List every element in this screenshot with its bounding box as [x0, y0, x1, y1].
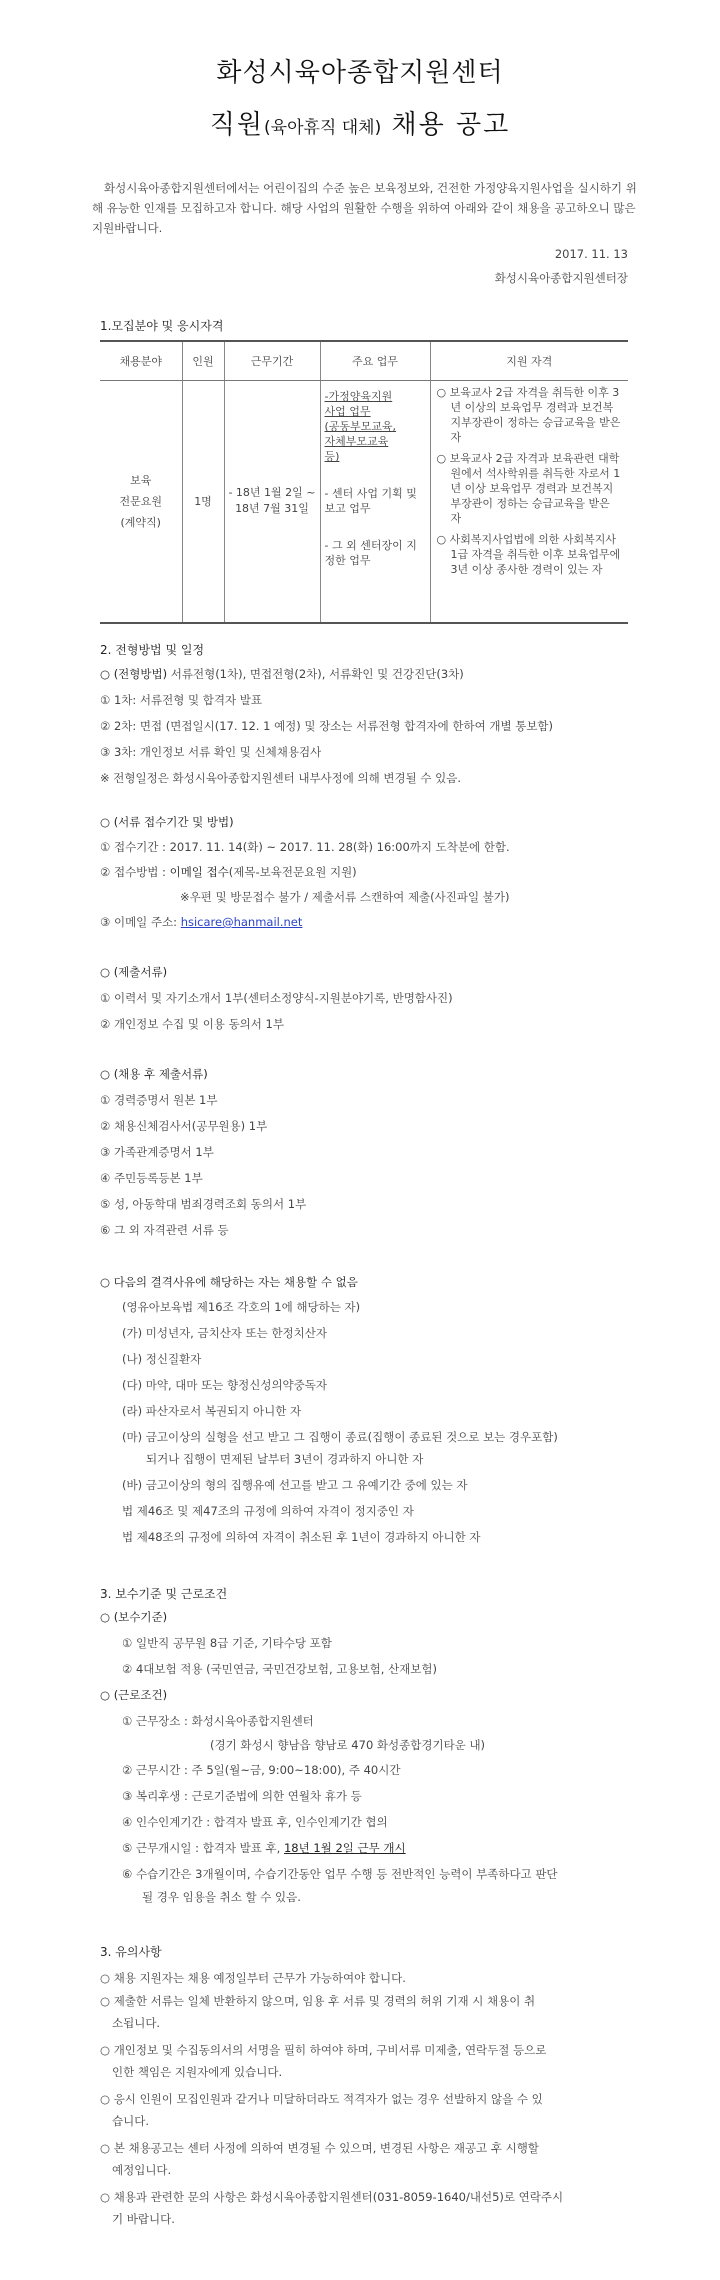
field-cell [100, 381, 182, 623]
page-subtitle [0, 104, 720, 141]
after-docs-title: ○ (채용 후 제출서류) [100, 1067, 208, 1081]
count-cell: 1명 [182, 381, 224, 623]
notice-item-cont: 예정입니다. [112, 2163, 172, 2177]
disqualification-item: 법 제48조의 규정에 의하여 자격이 취소된 후 1년이 경과하지 아니한 자 [122, 1530, 481, 1544]
apply-method [100, 862, 640, 882]
disqualification-item: (라) 파산자로서 복권되지 아니한 자 [122, 1404, 302, 1418]
table-row [100, 381, 628, 623]
subtitle-main-2: 채용 공고 [381, 110, 511, 140]
issuer: 화성시육아종합지원센터장 [494, 271, 628, 285]
table-header: 지원 자격 [430, 341, 628, 381]
notice-item: ○ 개인정보 및 수집동의서의 서명을 필히 하여야 하며, 구비서류 미제출, 연락두절 등으로 [100, 2043, 547, 2057]
work-item: ① 근무장소 : 화성시육아종합지원센터 [122, 1714, 314, 1728]
after-doc-item: ④ 주민등록등본 1부 [100, 1171, 203, 1185]
method-label: ○ (전형방법) [100, 667, 168, 681]
disqualification-item: (마) 금고이상의 실형을 선고 받고 그 집행이 종료(집행이 종료된 것으로 보는 경우포함) [122, 1430, 558, 1444]
pay-title: ○ (보수기준) [100, 1610, 168, 1624]
duty-item: - 센터 사업 기획 및 보고 업무 [324, 487, 417, 515]
notice-item: ○ 채용과 관련한 문의 사항은 화성시육아종합지원센터(031-8059-1640/내선5)로 연락주시 [100, 2190, 564, 2204]
subtitle-paren: (육아휴직 대체) [264, 118, 382, 138]
notice-item: ○ 채용 지원자는 채용 예정일부터 근무가 가능하여야 합니다. [100, 1971, 406, 1985]
table-header: 채용분야 [100, 341, 182, 381]
section-2-title: 2. 전형방법 및 일정 [100, 643, 205, 657]
notice-item: ○ 본 채용공고는 센터 사정에 의하여 변경될 수 있으며, 변경된 사항은 재공고 후 시행할 [100, 2141, 539, 2155]
after-doc-item: ③ 가족관계증명서 1부 [100, 1145, 214, 1159]
work-item: ② 근무시간 : 주 5일(월~금, 9:00~18:00), 주 40시간 [122, 1763, 401, 1777]
apply-method-subject: (제목-보육전문요원 지원) [228, 865, 357, 879]
page-title: 화성시육아종합지원센터 [216, 58, 504, 88]
recruitment-table [100, 340, 628, 624]
notice-item-cont: 인한 책임은 지원자에게 있습니다. [112, 2065, 283, 2079]
notice-item: ○ 제출한 서류는 일체 반환하지 않으며, 임용 후 서류 및 경력의 허위 기재 시 채용이 취 [100, 1994, 536, 2008]
docs-title: ○ (제출서류) [100, 965, 168, 979]
table-header: 주요 업무 [320, 341, 430, 381]
work-title: ○ (근로조건) [100, 1688, 168, 1702]
pay-item: ① 일반직 공무원 8급 기준, 기타수당 포함 [122, 1636, 332, 1650]
apply-method-value: 이메일 접수 [169, 865, 229, 879]
work-item: ⑥ 수습기간은 3개월이며, 수습기간동안 업무 수행 등 전반적인 능력이 부족하다고 판단 [122, 1867, 558, 1881]
apply-method-note: ※우편 및 방문접수 불가 / 제출서류 스캔하여 제출(사진파일 불가) [180, 890, 510, 904]
work-item: ③ 복리후생 : 근로기준법에 의한 연월차 휴가 등 [122, 1789, 362, 1803]
disqualification-item: (바) 금고이상의 형의 집행유예 선고를 받고 그 유예기간 중에 있는 자 [122, 1478, 468, 1492]
schedule-note: ※ 전형일정은 화성시육아종합지원센터 내부사정에 의해 변경될 수 있음. [100, 771, 462, 785]
apply-email-line [100, 912, 640, 932]
duty-item [325, 389, 426, 464]
apply-period: ① 접수기간 : 2017. 11. 14(화) ~ 2017. 11. 28(화) 16:00까지 도착분에 한함. [100, 840, 510, 854]
disqualification-item: (다) 마약, 대마 또는 향정신성의약중독자 [122, 1378, 327, 1392]
disqualification-item: (영유아보육법 제16조 각호의 1에 해당하는 자) [122, 1300, 361, 1314]
email-label: ③ 이메일 주소: [100, 915, 181, 929]
notice-item-cont: 습니다. [112, 2114, 149, 2128]
field-line: 보육 [130, 473, 152, 487]
disqualification-item: (나) 정신질환자 [122, 1352, 202, 1366]
work-item-cont: 될 경우 임용을 취소 할 수 있음. [142, 1890, 301, 1904]
disqualification-item-cont: 되거나 집행이 면제된 날부터 3년이 경과하지 아니한 자 [146, 1452, 424, 1466]
disqualification-title: ○ 다음의 결격사유에 해당하는 자는 채용할 수 없음 [100, 1275, 358, 1289]
duty-text: -가정양육지원 [324, 390, 393, 403]
apply-method-label: ② 접수방법 : [100, 865, 170, 879]
step-line: ① 1차: 서류전형 및 합격자 발표 [100, 693, 262, 707]
qualification-item: ○ 사회복지사업법에 의한 사회복지사 1급 자격을 취득한 이후 보육업무에 3년 이상 종사한 경력이 있는 자 [436, 533, 621, 576]
after-doc-item: ⑤ 성, 아동학대 범죄경력조회 동의서 1부 [100, 1197, 307, 1211]
section-1-title: 1.모집분야 및 응시자격 [100, 319, 224, 333]
method-text: 서류전형(1차), 면접전형(2차), 서류확인 및 건강진단(3차) [167, 667, 464, 681]
table-header-row [100, 341, 628, 381]
period-line: 18년 7월 31일 [235, 502, 309, 516]
email-link[interactable]: hsicare@hanmail.net [180, 915, 303, 929]
work-item: ④ 인수인계기간 : 합격자 발표 후, 인수인계기간 협의 [122, 1815, 388, 1829]
step-line: ③ 3차: 개인정보 서류 확인 및 신체채용검사 [100, 745, 322, 759]
duty-text: 등) [324, 450, 340, 463]
field-line: 전문요원 [119, 494, 162, 508]
method-line [100, 664, 640, 684]
notice-item: ○ 응시 인원이 모집인원과 같거나 미달하더라도 적격자가 없는 경우 선발하지 않을 수 있 [100, 2092, 543, 2106]
subtitle-main: 직원 [209, 110, 265, 140]
disqualification-item: (가) 미성년자, 금치산자 또는 한정치산자 [122, 1326, 327, 1340]
section-4-title: 3. 유의사항 [100, 1945, 162, 1959]
apply-title: ○ (서류 접수기간 및 방법) [100, 815, 234, 829]
duty-text: 자체부모교육 [324, 435, 389, 448]
duty-item: - 그 외 센터장이 지정한 업무 [324, 539, 417, 567]
notice-item-cont: 기 바랍니다. [112, 2212, 175, 2226]
pay-item: ② 4대보험 적용 (국민연금, 국민건강보험, 고용보험, 산재보험) [122, 1662, 438, 1676]
notice-date: 2017. 11. 13 [554, 247, 628, 261]
section-3-title: 3. 보수기준 및 근로조건 [100, 1587, 228, 1601]
table-header: 근무기간 [224, 341, 320, 381]
period-line: - 18년 1월 2일 ~ [228, 486, 316, 500]
doc-item: ① 이력서 및 자기소개서 1부(센터소정양식-지원분야기록, 반명함사진) [100, 991, 453, 1005]
after-doc-item: ⑥ 그 외 자격관련 서류 등 [100, 1223, 229, 1237]
duties-cell [320, 381, 430, 623]
table-header: 인원 [182, 341, 224, 381]
qualification-item: ○ 보육교사 2급 자격을 취득한 이후 3년 이상의 보육업무 경력과 보건복지부장관이 정하는 승급교육을 받은 자 [436, 386, 621, 444]
work-address: (경기 화성시 향남읍 향남로 470 화성종합경기타운 내) [210, 1738, 486, 1752]
start-date-value: 18년 1월 2일 근무 개시 [283, 1841, 406, 1855]
disqualification-item: 법 제46조 및 제47조의 규정에 의하여 자격이 정지중인 자 [122, 1504, 414, 1518]
step-line: ② 2차: 면접 (면접일시(17. 12. 1 예정) 및 장소는 서류전형 합격자에 한하여 개별 통보함) [100, 719, 554, 733]
period-cell [224, 381, 320, 623]
qualifications-cell [430, 381, 628, 623]
qualification-item: ○ 보육교사 2급 자격과 보육관련 대학원에서 석사학위를 취득한 자로서 1년 이상 보육업무 경력과 보건복지부장관이 정하는 승급교육을 받은 자 [436, 452, 621, 525]
after-doc-item: ② 채용신체검사서(공무원용) 1부 [100, 1119, 268, 1133]
intro-paragraph: 화성시육아종합지원센터에서는 어린이집의 수준 높은 보육정보와, 건전한 가정양육지원사업을 실시하기 위해 유능한 인재를 모집하고자 합니다. 해당 사업의 원활한 수행을 위하여 아래와 같이 채용을 공고하오니 많은 지원바랍니다. [92, 181, 637, 235]
duty-text: (공동부모교육, [324, 420, 397, 433]
doc-item: ② 개인정보 수집 및 이용 동의서 1부 [100, 1017, 284, 1031]
notice-item-cont: 소됩니다. [112, 2016, 161, 2030]
start-date-label: ⑤ 근무개시일 : 합격자 발표 후, [122, 1841, 284, 1855]
work-item [122, 1838, 662, 1858]
field-line: (계약직) [120, 515, 161, 529]
after-doc-item: ① 경력증명서 원본 1부 [100, 1093, 218, 1107]
duty-text: 사업 업무 [324, 405, 371, 418]
